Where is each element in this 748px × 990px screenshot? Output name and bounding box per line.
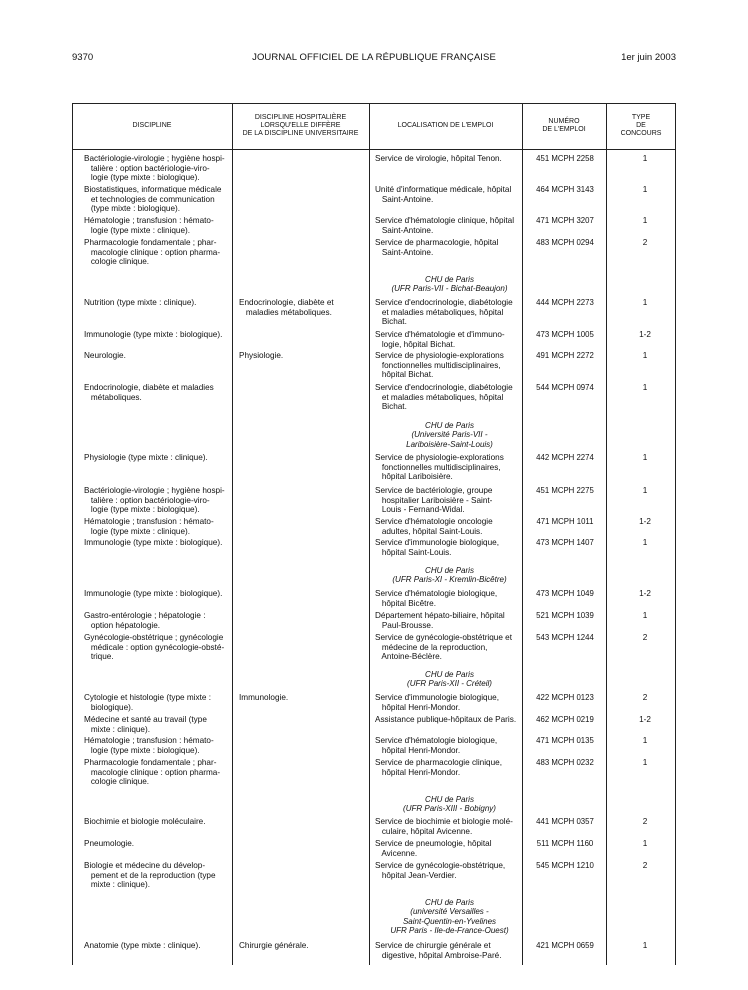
discipline-cell: Biologie et médecine du dévelop- pement et de la reproduction (type mixte : clinique).: [84, 861, 216, 890]
job-number-cell: 451 MCPH 2275: [536, 486, 594, 495]
location-cell: Service de pharmacologie clinique, hôpital Henri-Mondor.: [375, 758, 502, 777]
job-number-cell: 473 MCPH 1005: [536, 330, 594, 339]
location-cell: Service d'hématologie oncologie adultes, hôpital Saint-Louis.: [375, 517, 493, 536]
location-cell: Service de gynécologie-obstétrique, hôpital Jean-Verdier.: [375, 861, 506, 880]
discipline-cell: Bactériologie-virologie ; hygiène hospi- talière : option bactériologie-viro- logie (type mixte : biologique).: [84, 154, 225, 183]
discipline-cell: Pneumologie.: [84, 839, 135, 848]
job-number-cell: 442 MCPH 2274: [536, 453, 594, 462]
contest-type-cell: 1: [642, 216, 648, 225]
job-number-cell: 511 MCPH 1160: [536, 839, 594, 848]
chu-group-heading: CHU de Paris (Université Paris-VII - Lariboisière-Saint-Louis): [406, 421, 493, 449]
header-hospital-discipline: DISCIPLINE HOSPITALIÈRE LORSQU'ELLE DIFFÈRE DE LA DISCIPLINE UNIVERSITAIRE: [242, 114, 359, 137]
discipline-cell: Neurologie.: [84, 351, 126, 360]
location-cell: Service de chirurgie générale et digestive, hôpital Ambroise-Paré.: [375, 941, 502, 960]
contest-type-cell: 1-2: [639, 330, 651, 339]
location-cell: Service de biochimie et biologie molé- culaire, hôpital Avicenne.: [375, 817, 513, 836]
header-type: TYPE DE CONCOURS: [620, 114, 662, 137]
chu-group-heading: CHU de Paris (université Versailles - Saint-Quentin-en-Yvelines UFR Paris - Ile-de-France-Ouest): [390, 898, 509, 936]
contest-type-cell: 1: [642, 298, 648, 307]
location-cell: Département hépato-biliaire, hôpital Paul-Brousse.: [375, 611, 505, 630]
contest-type-cell: 1: [642, 538, 648, 547]
contest-type-cell: 2: [642, 238, 648, 247]
job-number-cell: 483 MCPH 0294: [536, 238, 594, 247]
job-number-cell: 473 MCPH 1049: [536, 589, 594, 598]
table-left-rule: [72, 103, 73, 965]
location-cell: Service d'immunologie biologique, hôpital Saint-Louis.: [375, 538, 499, 557]
location-cell: Service de pharmacologie, hôpital Saint-Antoine.: [375, 238, 499, 257]
location-cell: Service d'hématologie et d'immuno- logie, hôpital Bichat.: [375, 330, 505, 349]
discipline-cell: Nutrition (type mixte : clinique).: [84, 298, 197, 307]
job-number-cell: 462 MCPH 0219: [536, 715, 594, 724]
job-number-cell: 422 MCPH 0123: [536, 693, 594, 702]
discipline-cell: Biostatistiques, informatique médicale et technologies de communication (type mixte : biologique).: [84, 185, 222, 214]
discipline-cell: Endocrinologie, diabète et maladies métaboliques.: [84, 383, 214, 402]
contest-type-cell: 1: [642, 453, 648, 462]
contest-type-cell: 1: [642, 839, 648, 848]
discipline-cell: Physiologie (type mixte : clinique).: [84, 453, 208, 462]
contest-type-cell: 1-2: [639, 589, 651, 598]
job-number-cell: 421 MCPH 0659: [536, 941, 594, 950]
discipline-cell: Pharmacologie fondamentale ; phar- macologie clinique : option pharma- cologie clinique.: [84, 238, 221, 267]
location-cell: Service d'immunologie biologique, hôpital Henri-Mondor.: [375, 693, 499, 712]
location-cell: Assistance publique-hôpitaux de Paris.: [375, 715, 517, 724]
location-cell: Service d'endocrinologie, diabétologie et maladies métaboliques, hôpital Bichat.: [375, 298, 513, 327]
contest-type-cell: 1: [642, 758, 648, 767]
job-number-cell: 473 MCPH 1407: [536, 538, 594, 547]
discipline-cell: Pharmacologie fondamentale ; phar- macologie clinique : option pharma- cologie clinique.: [84, 758, 221, 787]
location-cell: Service d'hématologie clinique, hôpital Saint-Antoine.: [375, 216, 515, 235]
chu-group-heading: CHU de Paris (UFR Paris-XII - Créteil): [407, 670, 492, 689]
contest-type-cell: 1: [642, 611, 648, 620]
hospital-discipline-cell: Endocrinologie, diabète et maladies métaboliques.: [239, 298, 334, 317]
discipline-cell: Immunologie (type mixte : biologique).: [84, 589, 223, 598]
contest-type-cell: 1: [642, 736, 648, 745]
job-number-cell: 545 MCPH 1210: [536, 861, 594, 870]
location-cell: Service de physiologie-explorations fonctionnelles multidisciplinaires, hôpital Bichat.: [375, 351, 504, 380]
contest-type-cell: 1-2: [639, 715, 651, 724]
discipline-cell: Immunologie (type mixte : biologique).: [84, 330, 223, 339]
contest-type-cell: 1: [642, 486, 648, 495]
location-cell: Service d'hématologie biologique, hôpital Henri-Mondor.: [375, 736, 498, 755]
location-cell: Service de pneumologie, hôpital Avicenne.: [375, 839, 492, 858]
job-number-cell: 483 MCPH 0232: [536, 758, 594, 767]
employment-table: [72, 103, 676, 965]
location-cell: Service de gynécologie-obstétrique et médecine de la reproduction, Antoine-Béclère.: [375, 633, 512, 662]
hospital-discipline-cell: Immunologie.: [239, 693, 289, 702]
contest-type-cell: 1: [642, 185, 648, 194]
journal-title: JOURNAL OFFICIEL DE LA RÉPUBLIQUE FRANÇAISE: [252, 52, 496, 63]
column-divider: [369, 103, 370, 965]
issue-date: 1er juin 2003: [621, 52, 676, 63]
job-number-cell: 544 MCPH 0974: [536, 383, 594, 392]
discipline-cell: Immunologie (type mixte : biologique).: [84, 538, 223, 547]
job-number-cell: 521 MCPH 1039: [536, 611, 594, 620]
contest-type-cell: 1: [642, 383, 648, 392]
job-number-cell: 471 MCPH 1011: [536, 517, 594, 526]
hospital-discipline-cell: Physiologie.: [239, 351, 284, 360]
location-cell: Unité d'informatique médicale, hôpital Saint-Antoine.: [375, 185, 512, 204]
job-number-cell: 471 MCPH 3207: [536, 216, 594, 225]
discipline-cell: Gastro-entérologie ; hépatologie : option hépatologie.: [84, 611, 206, 630]
job-number-cell: 543 MCPH 1244: [536, 633, 594, 642]
page-number: 9370: [72, 52, 94, 63]
header-number: NUMÉRO DE L'EMPLOI: [542, 118, 586, 133]
location-cell: Service de bactériologie, groupe hospitalier Lariboisière - Saint- Louis - Fernand-Widal.: [375, 486, 493, 515]
discipline-cell: Bactériologie-virologie ; hygiène hospi- talière : option bactériologie-viro- logie (type mixte : biologique).: [84, 486, 225, 515]
contest-type-cell: 2: [642, 633, 648, 642]
contest-type-cell: 1: [642, 154, 648, 163]
location-cell: Service d'endocrinologie, diabétologie et maladies métaboliques, hôpital Bichat.: [375, 383, 513, 412]
table-right-rule: [675, 103, 676, 965]
location-cell: Service de physiologie-explorations fonctionnelles multidisciplinaires, hôpital Lariboisière.: [375, 453, 504, 482]
chu-group-heading: CHU de Paris (UFR Paris-VII - Bichat-Beaujon): [391, 275, 508, 294]
job-number-cell: 471 MCPH 0135: [536, 736, 594, 745]
job-number-cell: 451 MCPH 2258: [536, 154, 594, 163]
column-divider: [606, 103, 607, 965]
chu-group-heading: CHU de Paris (UFR Paris-XIII - Bobigny): [403, 795, 496, 814]
chu-group-heading: CHU de Paris (UFR Paris-XI - Kremlin-Bicêtre): [392, 566, 507, 585]
page-header: [0, 50, 748, 64]
discipline-cell: Hématologie ; transfusion : hémato- logie (type mixte : clinique).: [84, 517, 214, 536]
discipline-cell: Hématologie ; transfusion : hémato- logie (type mixte : clinique).: [84, 216, 214, 235]
job-number-cell: 464 MCPH 3143: [536, 185, 594, 194]
job-number-cell: 441 MCPH 0357: [536, 817, 594, 826]
discipline-cell: Médecine et santé au travail (type mixte : clinique).: [84, 715, 207, 734]
location-cell: Service d'hématologie biologique, hôpital Bicêtre.: [375, 589, 498, 608]
header-location: LOCALISATION DE L'EMPLOI: [397, 122, 494, 129]
discipline-cell: Anatomie (type mixte : clinique).: [84, 941, 201, 950]
header-discipline: DISCIPLINE: [132, 122, 172, 129]
table-header-rule: [72, 149, 676, 150]
location-cell: Service de virologie, hôpital Tenon.: [375, 154, 502, 163]
discipline-cell: Cytologie et histologie (type mixte : biologique).: [84, 693, 211, 712]
contest-type-cell: 1-2: [639, 517, 651, 526]
contest-type-cell: 2: [642, 817, 648, 826]
job-number-cell: 491 MCPH 2272: [536, 351, 594, 360]
discipline-cell: Gynécologie-obstétrique ; gynécologie médicale : option gynécologie-obsté- trique.: [84, 633, 225, 662]
discipline-cell: Biochimie et biologie moléculaire.: [84, 817, 206, 826]
contest-type-cell: 1: [642, 351, 648, 360]
discipline-cell: Hématologie ; transfusion : hémato- logie (type mixte : biologique).: [84, 736, 214, 755]
contest-type-cell: 2: [642, 693, 648, 702]
job-number-cell: 444 MCPH 2273: [536, 298, 594, 307]
hospital-discipline-cell: Chirurgie générale.: [239, 941, 309, 950]
contest-type-cell: 1: [642, 941, 648, 950]
contest-type-cell: 2: [642, 861, 648, 870]
